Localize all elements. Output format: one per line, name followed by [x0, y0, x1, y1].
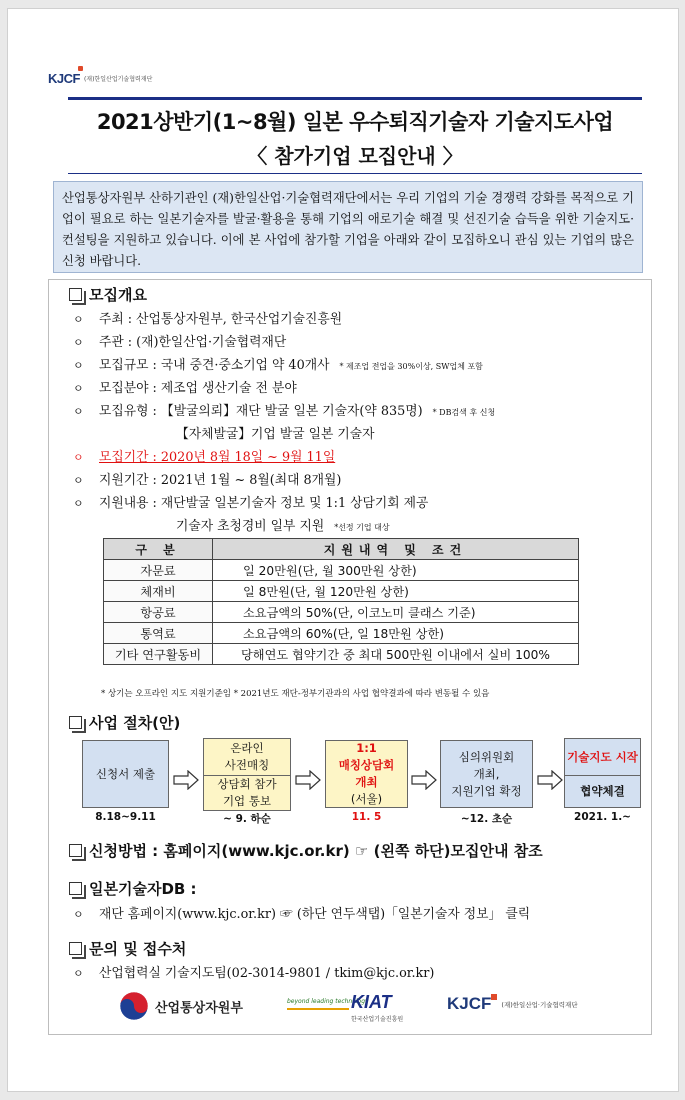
table-header-row: [104, 539, 579, 560]
apply-method-heading: [69, 840, 543, 861]
motie-logo: 산업통상자원부: [119, 991, 243, 1021]
flow-step-consultation: 1:1 매칭상담회 개최 (서울): [325, 740, 408, 808]
main-content: [48, 279, 652, 1035]
checkbox-square-icon: [69, 288, 82, 301]
flow-date: 11. 5: [351, 811, 382, 823]
kiat-logo: beyond leading technology KIAT 한국산업기술진흥원: [287, 992, 404, 1023]
arrow-right-icon: [295, 770, 321, 790]
page-subtitle: 〈 참가기업 모집안내 〉: [247, 144, 463, 168]
contact-item: ㅇ 산업협력실 기술지도팀(02-3014-9801 / tkim@kjc.or.kr): [73, 966, 435, 981]
flow-date: 8.18~9.11: [95, 811, 156, 823]
table-cell: 소요금액의 50%(단, 이코노미 클래스 기준): [213, 602, 579, 623]
table-cell: 일 20만원(단, 월 300만원 상한): [213, 560, 579, 581]
checkbox-square-icon: [69, 882, 82, 895]
table-cell: 통역료: [104, 623, 213, 644]
db-heading: [69, 878, 197, 899]
kjcf-logo-bottom: KJCF (재)한일산업·기술협력재단: [447, 994, 578, 1013]
procedure-heading-text: 사업 절차(안): [89, 714, 181, 732]
apply-method-text: 신청방법 : 홈페이지(www.kjc.or.kr) ☞ (왼쪽 하단)모집안내 참조: [89, 842, 543, 860]
flow-step-start: [564, 738, 641, 808]
table-row: [104, 644, 579, 665]
overview-item: ㅇ 주관 : (재)한일산업·기술협력재단: [73, 335, 287, 350]
table-header: 지원내역 및 조건: [213, 539, 579, 560]
flow-date: 2021. 1.~: [574, 811, 631, 823]
page-title: 2021상반기(1~8월) 일본 우수퇴직기술자 기술지도사업: [96, 110, 614, 134]
checkbox-square-icon: [69, 844, 82, 857]
overview-item: ㅇ 모집분야 : 제조업 생산기술 전 분야: [73, 381, 297, 396]
table-cell: 소요금액의 60%(단, 일 18만원 상한): [213, 623, 579, 644]
table-row: [104, 623, 579, 644]
table-header: 구 분: [104, 539, 213, 560]
arrow-right-icon: [537, 770, 563, 790]
arrow-right-icon: [173, 770, 199, 790]
flow-date: ~ 9. 하순: [223, 813, 271, 825]
flow-step-apply: 신청서 제출: [82, 740, 169, 808]
taegeuk-icon: [119, 991, 149, 1021]
title-box: [68, 97, 642, 174]
table-cell: 당해연도 협약기간 중 최대 500만원 이내에서 실비 100%: [213, 644, 579, 665]
arrow-right-icon: [411, 770, 437, 790]
overview-heading-text: 모집개요: [89, 286, 147, 304]
kjcf-logo-mark: KJCF: [48, 71, 80, 86]
table-cell: 일 8만원(단, 월 120만원 상한): [213, 581, 579, 602]
overview-item: ㅇ 지원기간 : 2021년 1월 ~ 8월(최대 8개월): [73, 473, 342, 488]
table-row: [104, 560, 579, 581]
flow-step-start-bottom: 협약체결: [564, 775, 641, 808]
db-item: ㅇ 재단 홈페이지(www.kjc.or.kr) ☞ (하단 연두색탭)「일본기술자 정보」 클릭: [73, 907, 531, 922]
db-heading-text: 일본기술자DB :: [89, 880, 197, 898]
overview-item: ㅇ 모집유형 : 【발굴의뢰】재단 발굴 일본 기술자(약 835명) * DB검색 후 신청: [73, 404, 496, 419]
table-row: [104, 602, 579, 623]
overview-item: ㅇ 지원내용 : 재단발굴 일본기술자 정보 및 1:1 상담기회 제공: [73, 496, 429, 511]
table-cell: 기타 연구활동비: [104, 644, 213, 665]
kjcf-logo-top: [48, 71, 152, 86]
page: [7, 8, 679, 1092]
support-table: [103, 538, 579, 665]
overview-heading: [69, 284, 147, 305]
flow-step-matching-top: 온라인 사전매칭: [203, 738, 291, 776]
checkbox-square-icon: [69, 942, 82, 955]
kjcf-logo-sub: (재)한일산업기술협력재단: [83, 76, 153, 83]
recruit-period: ㅇ 모집기간 : 2020년 8월 18일 ~ 9월 11일: [73, 450, 336, 465]
contact-heading: [69, 938, 186, 959]
footer-logos: [49, 986, 651, 1026]
flow-date: ~12. 초순: [460, 813, 513, 825]
procedure-heading: [69, 712, 180, 733]
table-cell: 항공료: [104, 602, 213, 623]
checkbox-square-icon: [69, 716, 82, 729]
table-note: * 상기는 오프라인 지도 지원기준임 * 2021년도 재단-정부기관과의 사업 협약결과에 따라 변동될 수 있음: [101, 689, 490, 699]
overview-item-continued: 기술자 초청경비 일부 지원 *선정 기업 대상: [176, 519, 390, 534]
table-cell: 자문료: [104, 560, 213, 581]
table-row: [104, 581, 579, 602]
intro-paragraph: 산업통상자원부 산하기관인 (재)한일산업·기술협력재단에서는 우리 기업의 기술 경쟁력 강화를 목적으로 기업이 필요로 하는 일본기술자를 발굴·활용을 통해 기업의 애로기술 해결 및 선진기술 습득을 위한 기술지도·컨설팅을 지원하고 있습니다. 이에 본 사업에 참가할 기업을 아래와 같이 모집하오니 관심 있는 기업의 많은 신청 바랍니다.: [53, 181, 643, 273]
flow-step-review: 심의위원회 개최, 지원기업 확정: [440, 740, 533, 808]
contact-heading-text: 문의 및 접수처: [89, 940, 187, 958]
overview-item: ㅇ 주최 : 산업통상자원부, 한국산업기술진흥원: [73, 312, 343, 327]
flow-step-matching-bottom: 상담회 참가 기업 통보: [203, 775, 291, 811]
flow-step-matching: [203, 738, 291, 808]
overview-item-continued: 【자체발굴】기업 발굴 일본 기술자: [176, 427, 375, 442]
flow-step-start-top: 기술지도 시작: [564, 738, 641, 776]
table-cell: 체재비: [104, 581, 213, 602]
overview-item: ㅇ 모집규모 : 국내 중견·중소기업 약 40개사 * 제조업 전업을 30%이상, SW업체 포함: [73, 358, 483, 373]
